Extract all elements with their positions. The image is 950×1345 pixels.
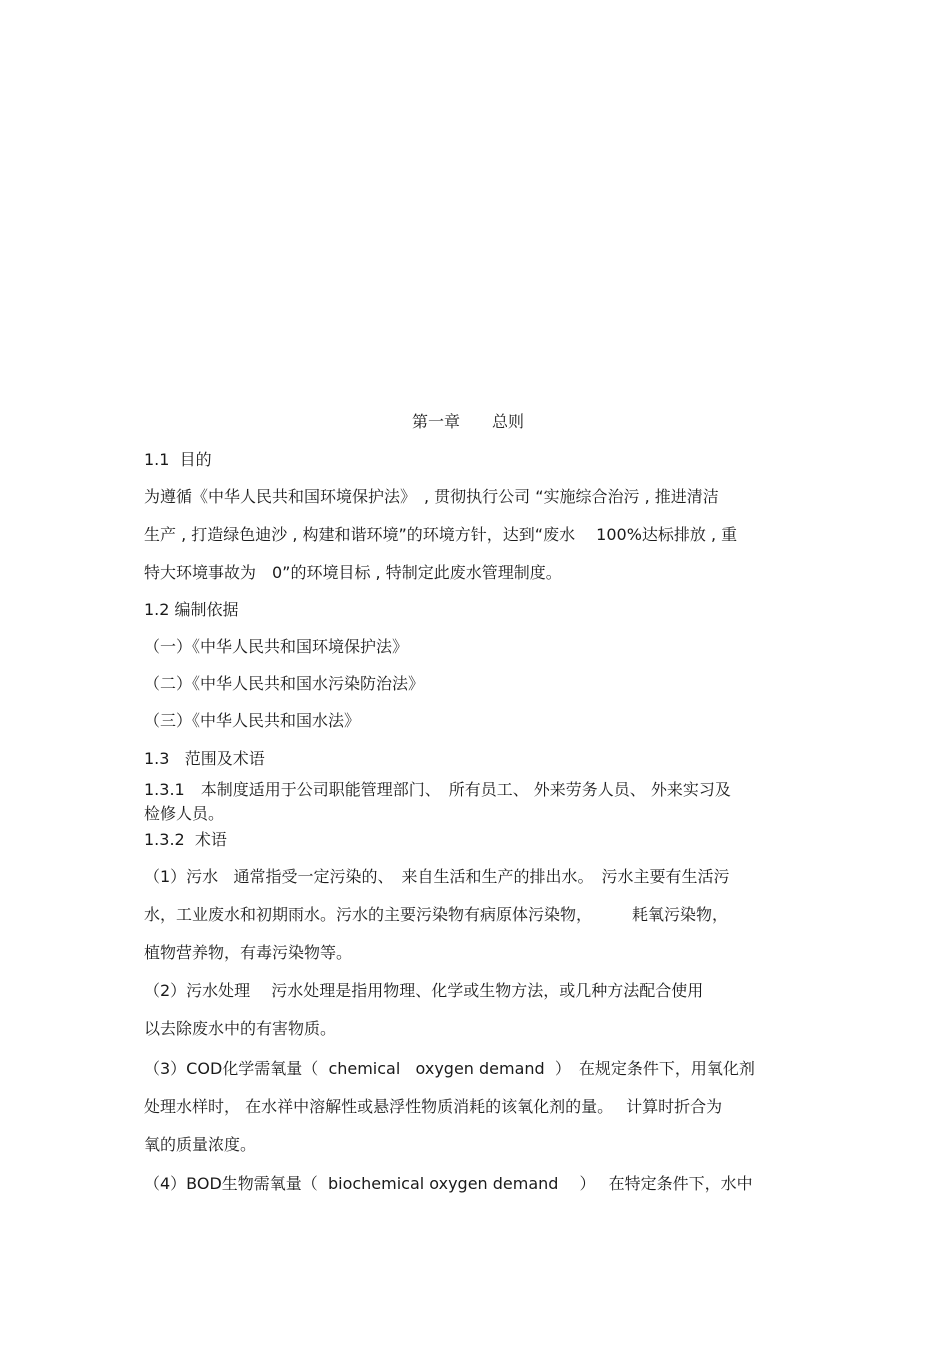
basis-item: （二）《中华人民共和国水污染防治法》 (144, 674, 425, 693)
basis-item: （一）《中华人民共和国环境保护法》 (144, 637, 409, 656)
paragraph-line: 特大环境事故为 0”的环境目标 , 特制定此废水管理制度。 (144, 563, 562, 582)
section-1-3-2-heading: 1.3.2 术语 (144, 830, 227, 849)
term-line: 水，工业废水和初期雨水。污水的主要污染物有病原体污染物， 耗氧污染物， (144, 905, 729, 924)
term-line: （4）BOD生物需氧量（ biochemical oxygen demand ） 在特定条件下，水中 (144, 1174, 753, 1193)
term-line: 植物营养物，有毒污染物等。 (144, 943, 353, 962)
term-line: （2）污水处理 污水处理是指用物理、化学或生物方法，或几种方法配合使用 (144, 981, 704, 1000)
term-line: 处理水样时， 在水祥中溶解性或悬浮性物质消耗的该氧化剂的量。 计算时折合为 (144, 1097, 723, 1116)
chapter-title: 第一章 总则 (412, 412, 525, 431)
term-line: 以去除废水中的有害物质。 (144, 1019, 337, 1038)
term-line: 氧的质量浓度。 (144, 1135, 257, 1154)
section-1-3-heading: 1.3 范围及术语 (144, 749, 265, 768)
paragraph-line: 1.3.1 本制度适用于公司职能管理部门、 所有员工、 外来劳务人员、 外来实习及 (144, 780, 731, 799)
term-line: （1）污水 通常指受一定污染的、 来自生活和生产的排出水。 污水主要有生活污 (144, 867, 730, 886)
paragraph-line: 检修人员。 (144, 804, 225, 823)
paragraph-line: 为遵循《中华人民共和国环境保护法》 , 贯彻执行公司 “实施综合治污 , 推进清洁 (144, 487, 719, 506)
basis-item: （三）《中华人民共和国水法》 (144, 711, 361, 730)
paragraph-line: 生产 , 打造绿色迪沙 , 构建和谐环境”的环境方针，达到“废水 100%达标排放 , 重 (144, 525, 738, 544)
section-1-1-heading: 1.1 目的 (144, 450, 212, 469)
section-1-2-heading: 1.2 编制依据 (144, 600, 239, 619)
term-line: （3）COD化学需氧量（ chemical oxygen demand ） 在规定条件下，用氧化剂 (144, 1059, 755, 1078)
